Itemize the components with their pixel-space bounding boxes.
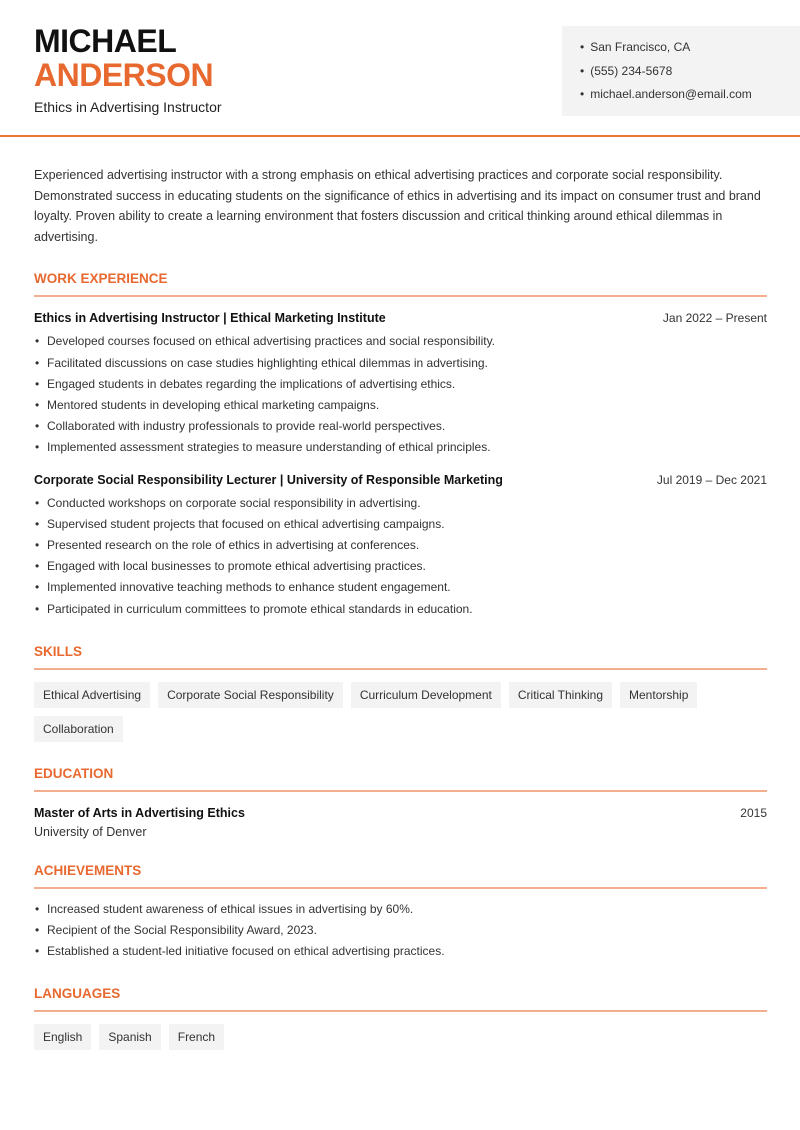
achievements-list: [34, 899, 767, 963]
job-header: [34, 311, 767, 325]
list-item: • Increased student awareness of ethical issues in advertising by 60%.: [34, 899, 767, 920]
job-header: [34, 473, 767, 487]
list-item: • Developed courses focused on ethical advertising practices and social responsibility.: [34, 331, 767, 352]
contact-email: • michael.anderson@email.com: [580, 85, 800, 109]
section-heading-work: WORK EXPERIENCE: [34, 271, 767, 297]
resume-header: [0, 0, 800, 137]
section-heading-achievements: ACHIEVEMENTS: [34, 863, 767, 889]
languages-list: [34, 1024, 767, 1050]
skill-tag: Ethical Advertising: [34, 682, 150, 708]
contact-phone: • (555) 234-5678: [580, 62, 800, 86]
skill-tag: Curriculum Development: [351, 682, 501, 708]
section-heading-languages: LANGUAGES: [34, 986, 767, 1012]
list-item: • Engaged with local businesses to promote ethical advertising practices.: [34, 556, 767, 577]
skill-tag: Mentorship: [620, 682, 697, 708]
job-title: Ethics in Advertising Instructor: [34, 99, 222, 115]
summary: Experienced advertising instructor with a strong emphasis on ethical advertising practices and corporate social responsibility. Demonstrated success in educating students on the significance of ethics in advertising and its impact on consumer trust and brand loyalty. Proven ability to create a learning environment that fosters discussion and critical thinking around ethical dilemmas in advertising.: [34, 168, 761, 244]
section-heading-skills: SKILLS: [34, 644, 767, 670]
school: University of Denver: [34, 824, 147, 839]
list-item: • Presented research on the role of ethics in advertising at conferences.: [34, 535, 767, 556]
skill-tag: Corporate Social Responsibility: [158, 682, 343, 708]
skills-list: [34, 682, 767, 742]
list-item: • Engaged students in debates regarding the implications of advertising ethics.: [34, 374, 767, 395]
job-date: Jan 2022 – Present: [662, 311, 767, 326]
list-item: • Facilitated discussions on case studies highlighting ethical dilemmas in advertising.: [34, 353, 767, 374]
section-heading-education: EDUCATION: [34, 766, 767, 792]
list-item: • Implemented innovative teaching methods to enhance student engagement.: [34, 577, 767, 598]
list-item: • Conducted workshops on corporate social responsibility in advertising.: [34, 493, 767, 514]
list-item: • Established a student-led initiative focused on ethical advertising practices.: [34, 941, 767, 962]
list-item: • Collaborated with industry professionals to provide real-world perspectives.: [34, 416, 767, 437]
first-name: MICHAEL: [34, 23, 177, 59]
list-item: • Mentored students in developing ethical marketing campaigns.: [34, 395, 767, 416]
list-item: • Supervised student projects that focused on ethical advertising campaigns.: [34, 514, 767, 535]
language-tag: Spanish: [99, 1024, 160, 1050]
language-tag: English: [34, 1024, 91, 1050]
list-item: • Recipient of the Social Responsibility Award, 2023.: [34, 920, 767, 941]
job-bullets: [34, 493, 767, 620]
list-item: • Participated in curriculum committees to promote ethical standards in education.: [34, 599, 767, 620]
job-title: Corporate Social Responsibility Lecturer | University of Responsible Marketing: [34, 472, 503, 487]
education-year: 2015: [740, 805, 767, 820]
job-title: Ethics in Advertising Instructor | Ethical Marketing Institute: [34, 311, 386, 326]
degree: Master of Arts in Advertising Ethics: [34, 805, 245, 820]
contact-box: [562, 26, 800, 116]
skill-tag: Critical Thinking: [509, 682, 612, 708]
last-name: ANDERSON: [34, 57, 214, 93]
language-tag: French: [169, 1024, 224, 1050]
list-item: • Implemented assessment strategies to measure understanding of ethical principles.: [34, 437, 767, 458]
contact-location: • San Francisco, CA: [580, 38, 800, 62]
job-bullets: [34, 331, 767, 458]
skill-tag: Collaboration: [34, 716, 123, 742]
job-date: Jul 2019 – Dec 2021: [656, 472, 767, 487]
